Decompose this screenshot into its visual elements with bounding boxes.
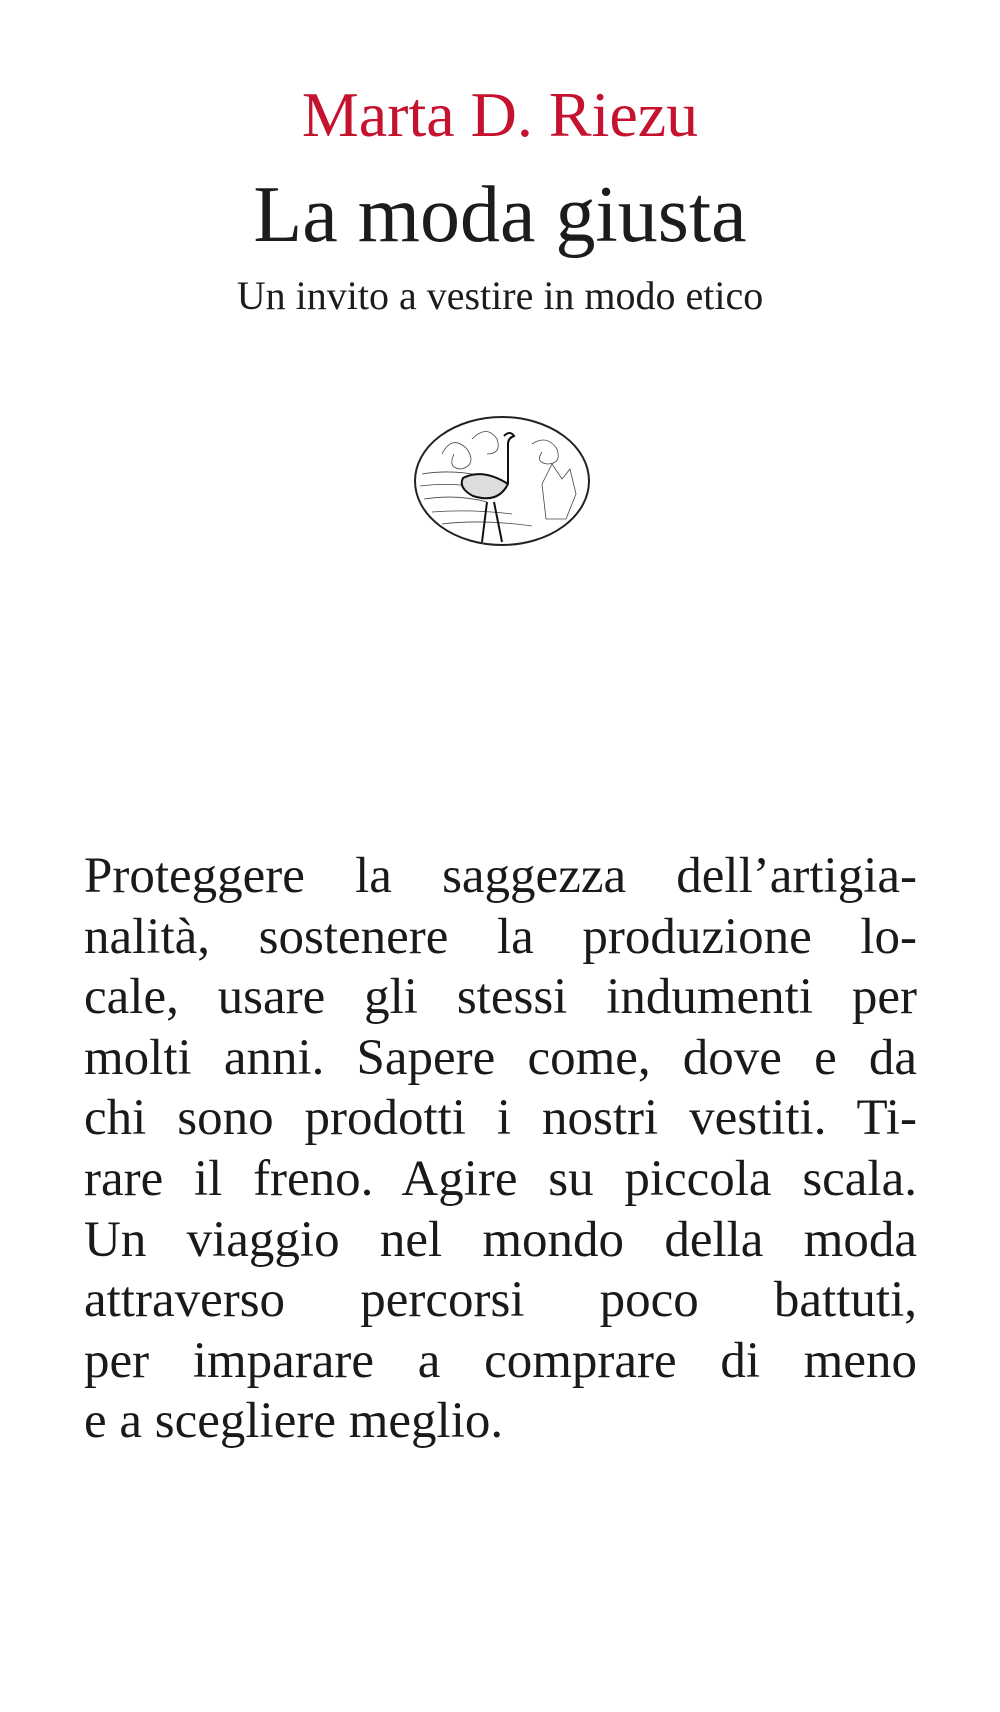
blurb-line: molti anni. Sapere come, dove e da (84, 1029, 917, 1086)
blurb-line: cale, usare gli stessi indumenti per (84, 969, 917, 1026)
author-name: Marta D. Riezu (301, 79, 699, 150)
blurb-line: Proteggere la saggezza dell’artigia- (84, 848, 917, 904)
blurb-text (84, 846, 917, 1452)
book-title: La moda giusta (253, 171, 747, 259)
blurb-line: attraverso percorsi poco battuti, (84, 1272, 917, 1329)
ostrich-emblem-logo (412, 414, 592, 549)
blurb-line: nalità, sostenere la produzione lo- (84, 908, 917, 965)
blurb-line: rare il freno. Agire su piccola scala. (84, 1150, 917, 1207)
blurb-line: Un viaggio nel mondo della moda (84, 1211, 917, 1268)
book-subtitle: Un invito a vestire in modo etico (236, 273, 764, 318)
blurb-line: chi sono prodotti i nostri vestiti. Ti- (84, 1090, 917, 1147)
blurb-line: per imparare a comprare di meno (84, 1332, 917, 1389)
blurb-line: e a scegliere meglio. (84, 1393, 504, 1450)
